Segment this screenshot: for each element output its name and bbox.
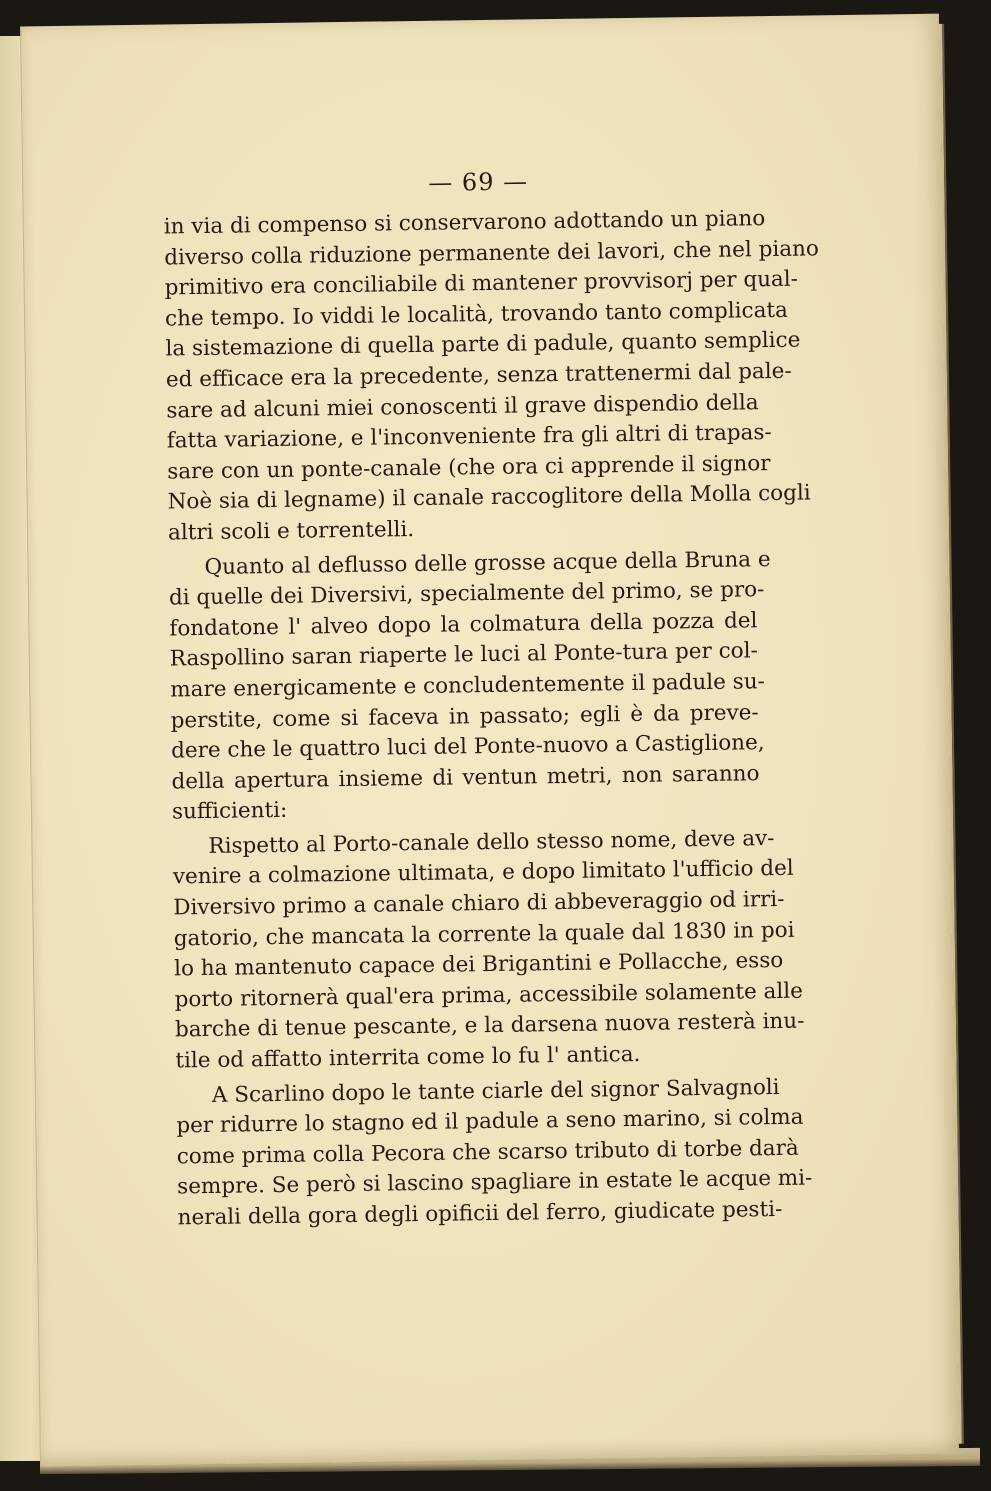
text-line: Diversivo primo a canale chiaro di abbeveraggio od irri- [173,886,785,921]
text-line: nerali della gora degli opificii del ferro, giudicate pesti- [177,1196,783,1231]
text-line: la sistemazione di quella parte di padule, quanto semplice [165,327,801,362]
book-page [20,14,959,1467]
text-line: sare ad alcuni miei conoscenti il grave dispendio della [166,389,759,424]
text-line: barche di tenue pescante, e la darsena nuova resterà inu- [174,1009,805,1043]
text-line: altri scoli e torrentelli. [167,516,415,546]
text-line: sempre. Se però si lascino spagliare in estate le acque mi- [177,1165,813,1200]
text-line: gatorio, che mancata la corrente la quale dal 1830 in poi [173,917,795,952]
text-line: perstite, come si faceva in passato; egli è da preve- [170,699,759,733]
text-line: dere che le quattro luci del Ponte-nuovo a Castiglione, [170,730,765,764]
paragraph-first-line: Rispetto al Porto-canale dello stesso nome, deve av- [208,825,775,859]
paragraph-first-line: A Scarlino dopo le tante ciarle del signor Salvagnoli [211,1074,780,1108]
text-line: mare energicamente e concludentemente il padule su- [170,669,766,703]
text-line: Noè sia di legname) il canale raccoglitore della Molla cogli [167,480,811,515]
text-line: fondatone l' alveo dopo la colmatura della pozza del [169,607,758,642]
text-line: lo ha mantenuto capace dei Brigantini e Pollacche, esso [173,948,784,982]
text-line: per ridurre lo stagno ed il padule a seno marino, si colma [176,1104,804,1139]
text-line: diverso colla riduzione permanente dei lavori, che nel piano [164,235,820,271]
text-line: primitivo era conciliabile di mantener provvisorj per qual- [164,266,799,301]
page-number: — 69 — [428,167,529,197]
text-line: che tempo. Io viddi le località, trovando tanto complicata [164,297,789,332]
text-line: porto ritornerà qual'era prima, accessibile solamente alle [174,978,804,1013]
text-line: di quelle dei Diversivi, specialmente del primo, se pro- [168,577,765,611]
paragraph-first-line: Quanto al deflusso delle grosse acque della Bruna e [204,546,771,580]
text-line: tile od affatto interrita come lo fu l' antica. [175,1041,641,1074]
text-line: fatta variazione, e l'inconveniente fra gli altri di trapas- [166,420,772,454]
text-line: venire a colmazione ultimata, e dopo limitato l'ufficio del [172,856,794,890]
text-line: in via di compenso si conservarono adottando un piano [163,206,766,240]
text-line: Raspollino saran riaperte le luci al Ponte-tura per col- [169,638,758,672]
text-line: della apertura insieme di ventun metri, non saranno [171,760,760,795]
body-text [163,204,820,1234]
text-line: sufficienti: [171,798,288,825]
text-line: sare con un ponte-canale (che ora ci apprende il signor [167,450,771,485]
text-line: ed efficace era la precedente, senza trattenermi dal pale- [165,358,792,393]
text-line: come prima colla Pecora che scarso tributo di torbe darà [176,1135,799,1170]
